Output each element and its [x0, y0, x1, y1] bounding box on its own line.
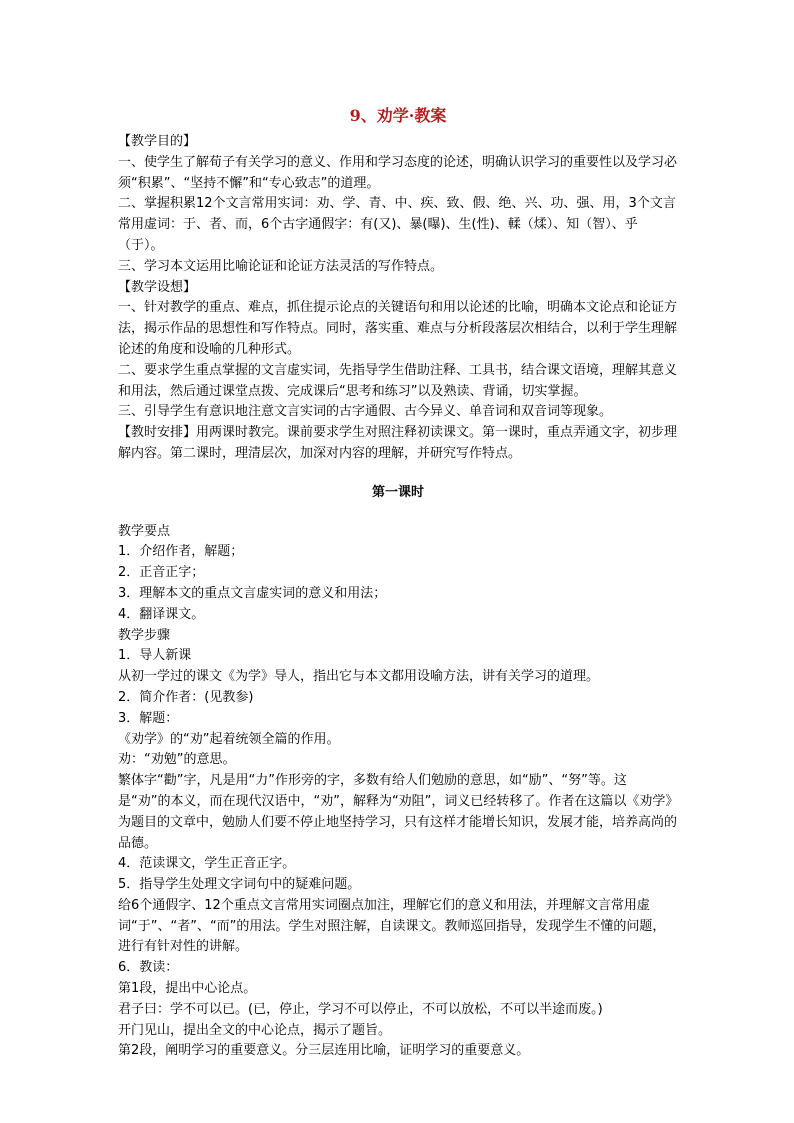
objective-2: 二、掌握积累12个文言常用实词：劝、学、青、中、疾、致、假、绝、兴、功、强、用，3个文言常用虚词：于、者、而，6个古字通假字：有(又)、暴(曝)、生(性)、輮（煣）、知（智）、乎（于）。	[118, 196, 676, 253]
design-3: 三、引导学生有意识地注意文言实词的古字通假、古今异义、单音词和双音词等现象。	[118, 404, 613, 420]
objectives-header: 【教学目的】	[118, 134, 197, 149]
schedule-paragraph: 【教时安排】用两课时教完。课前要求学生对照注释初读课文。第一课时，重点弄通文字，初步理解内容。第二课时，理清层次，加深对内容的理解，并研究写作特点。	[118, 425, 678, 461]
key-point-3: 3．理解本文的重点文言虚实词的意义和用法；	[118, 585, 387, 601]
step-line: 从初一学过的课文《为学》导人，指出它与本文都用设喻方法，讲有关学习的道理。	[118, 669, 600, 685]
step-line: 4．范读课文，学生正音正字。	[118, 856, 296, 872]
step-line: 第1段，提出中心论点。	[118, 981, 257, 997]
step-line: 6．教读：	[118, 960, 179, 976]
step-line: 劝：“劝勉”的意思。	[118, 752, 236, 768]
key-point-1: 1．介绍作者，解题；	[118, 544, 244, 560]
design-2: 二、要求学生重点掌握的文言虚实词，先指导学生借助注释、工具书，结合课文语境，理解其意义和用法，然后通过课堂点拨、完成课后“思考和练习”以及熟读、背诵，切实掌握。	[118, 362, 678, 399]
lesson-1-title: 第一课时	[371, 484, 424, 500]
step-line: 2．简介作者：(见教参)	[118, 689, 254, 705]
key-point-2: 2．正音正字；	[118, 565, 205, 581]
step-line: 君子曰：学不可以已。(已，停止，学习不可以停止，不可以放松，不可以半途而废。)	[118, 1001, 603, 1017]
step-line: 繁体字“勸”字，凡是用“力”作形旁的字，多数有给人们勉励的意思，如“励”、“努”等。这是“劝”的本义，而在现代汉语中，“劝”，解释为“劝阻”，词义已经转移了。作者在这篇以《劝学》为题目的文章中，勉励人们要不停止地坚持学习，只有这样才能增长知识，发展才能，培养高尚的品德。	[118, 773, 678, 851]
step-line: 给6个通假字、12个重点文言常用实词圈点加注，理解它们的意义和用法，并理解文言常用虚词“于”、“者”、“而”的用法。学生对照注解，自读课文。教师巡回指导，发现学生不懂的问题，进行有针对性的讲解。	[118, 897, 666, 955]
step-line: 1．导人新课	[118, 648, 192, 664]
objective-1: 一、使学生了解荀子有关学习的意义、作用和学习态度的论述，明确认识学习的重要性以及学习必须“积累”、“坚持不懈”和“专心致志”的道理。	[118, 154, 678, 191]
lesson-plan-document	[118, 104, 678, 1062]
step-line: 5．指导学生处理文字词句中的疑难问题。	[118, 877, 361, 893]
design-header: 【教学设想】	[118, 279, 197, 295]
key-point-4: 4．翻译课文。	[118, 606, 205, 622]
step-line: 开门见山，提出全文的中心论点，揭示了题旨。	[118, 1022, 392, 1038]
step-line: 3．解题：	[118, 710, 179, 726]
design-1: 一、针对教学的重点、难点，抓住提示论点的关键语句和用以论述的比喻，明确本文论点和论证方法，揭示作品的思想性和写作特点。同时，落实重、难点与分析段落层次相结合，以利于学生理解论述的角度和设喻的几种形式。	[118, 300, 678, 357]
key-points-header: 教学要点	[118, 523, 171, 539]
step-line: 《劝学》的“劝”起着统领全篇的作用。	[118, 731, 340, 747]
steps-header: 教学步骤	[118, 627, 171, 643]
step-line: 第2段，阐明学习的重要意义。分三层连用比喻，证明学习的重要意义。	[118, 1043, 530, 1059]
document-title: 9、劝学·教案	[349, 106, 447, 125]
objective-3: 三、学习本文运用比喻论证和论证方法灵活的写作特点。	[118, 258, 444, 274]
